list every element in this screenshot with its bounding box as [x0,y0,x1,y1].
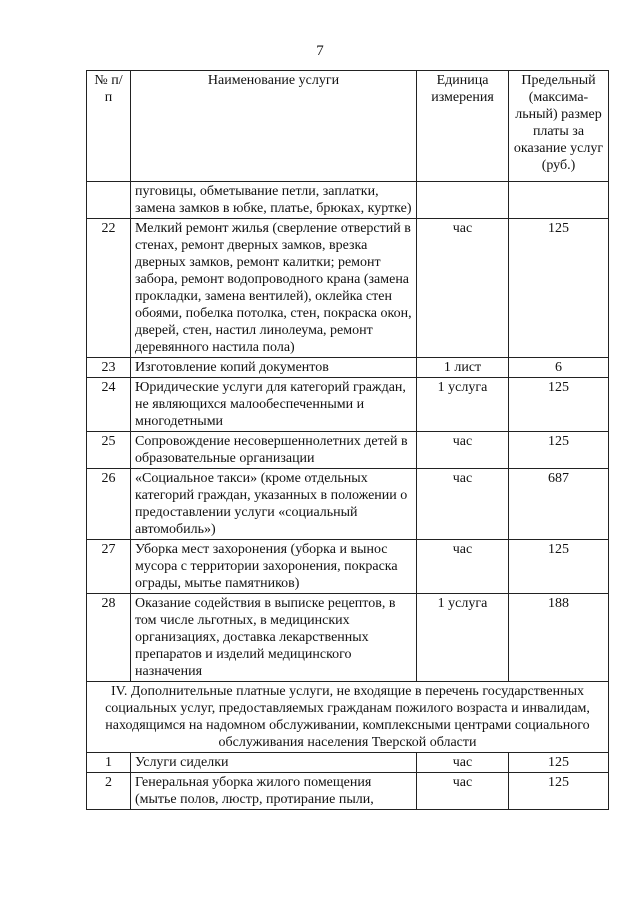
table-row [87,358,609,378]
table-row [87,594,609,682]
cell-service-name: пуговицы, обметывание петли, заплатки, замена замков в юбке, платье, брюках, куртке) [131,182,417,219]
cell-unit: час [417,432,509,469]
section-header-row [87,682,609,753]
cell-unit: 1 услуга [417,594,509,682]
table-row [87,469,609,540]
table-row [87,753,609,773]
cell-price: 125 [509,219,609,358]
cell-number: 27 [87,540,131,594]
table-row [87,432,609,469]
page-number: 7 [316,43,324,59]
cell-service-name: Мелкий ремонт жилья (сверление отверстий в стенах, ремонт дверных замков, врезка дверных замков, ремонт калитки; ремонт забора, ремонт водопроводного крана (замена прокладки, замена вентилей), оклейка стен обоями, побелка потолка, стен, покраска окон, дверей, стен, настил линолеума, ремонт деревянного настила пола) [131,219,417,358]
services-price-table [86,70,609,810]
table-row [87,219,609,358]
cell-service-name: Изготовление копий документов [131,358,417,378]
cell-unit: 1 услуга [417,378,509,432]
cell-price: 125 [509,378,609,432]
cell-unit: 1 лист [417,358,509,378]
cell-service-name: Услуги сиделки [131,753,417,773]
table-row [87,378,609,432]
cell-service-name: «Социальное такси» (кроме отдельных категорий граждан, указанных в положении о предоставлении услуги «социальный автомобиль») [131,469,417,540]
cell-unit: час [417,540,509,594]
cell-service-name: Юридические услуги для категорий граждан, не являющихся малообеспеченными и многодетными [131,378,417,432]
cell-service-name: Оказание содействия в выписке рецептов, в том числе льготных, в медицинских организациях, доставка лекарственных препаратов и изделий медицинского назначения [131,594,417,682]
cell-unit: час [417,753,509,773]
cell-number: 24 [87,378,131,432]
cell-price: 687 [509,469,609,540]
cell-number: 28 [87,594,131,682]
cell-number [87,182,131,219]
cell-service-name: Сопровождение несовершеннолетних детей в образовательные организации [131,432,417,469]
cell-number: 26 [87,469,131,540]
table-row [87,540,609,594]
cell-service-name: Генеральная уборка жилого помещения (мытье полов, люстр, протирание пыли, [131,773,417,810]
table-row-continuation [87,182,609,219]
header-max-price: Предельный (максима-льный) размер платы за оказание услуг (руб.) [509,71,609,182]
cell-price: 125 [509,432,609,469]
cell-unit: час [417,469,509,540]
header-number: № п/п [87,71,131,182]
cell-number: 22 [87,219,131,358]
cell-price [509,182,609,219]
cell-price: 188 [509,594,609,682]
cell-price: 125 [509,753,609,773]
cell-unit [417,182,509,219]
cell-number: 23 [87,358,131,378]
cell-number: 2 [87,773,131,810]
cell-price: 125 [509,773,609,810]
cell-unit: час [417,773,509,810]
cell-service-name: Уборка мест захоронения (уборка и вынос мусора с территории захоронения, покраска ограды, мытье памятников) [131,540,417,594]
header-unit: Единица измерения [417,71,509,182]
cell-price: 6 [509,358,609,378]
header-service-name: Наименование услуги [131,71,417,182]
cell-unit: час [417,219,509,358]
table-header-row [87,71,609,182]
cell-number: 1 [87,753,131,773]
cell-number: 25 [87,432,131,469]
section-title: IV. Дополнительные платные услуги, не входящие в перечень государственных социальных услуг, предоставляемых гражданам пожилого возраста и инвалидам, находящимся на надомном обслуживании, комплексными центрами социального обслуживания населения Тверской области [87,682,609,753]
cell-price: 125 [509,540,609,594]
table-row [87,773,609,810]
